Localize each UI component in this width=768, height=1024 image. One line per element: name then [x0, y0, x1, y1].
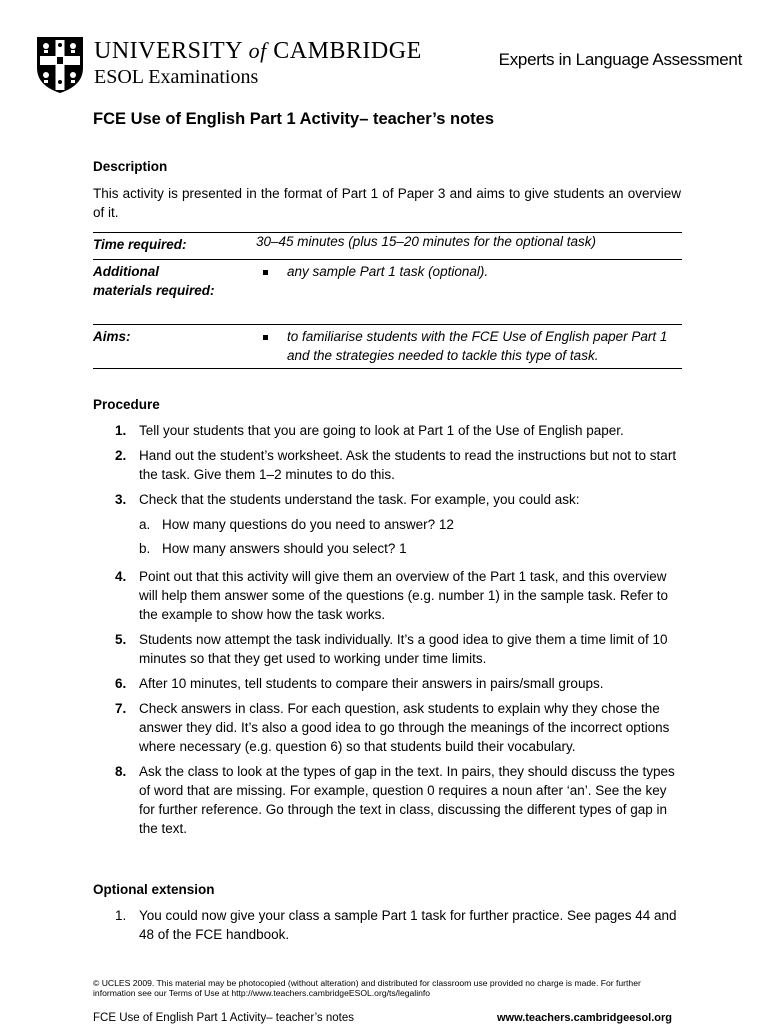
list-item: 6. After 10 minutes, tell students to compare their answers in pairs/small groups. — [115, 676, 604, 691]
procedure-list — [93, 421, 683, 844]
optional-extension-heading: Optional extension — [93, 882, 215, 897]
aims-value: to familiarise students with the FCE Use of English paper Part 1 and the strategies needed to tackle this type of task. — [287, 329, 668, 363]
esol-examinations-label: ESOL Examinations — [94, 66, 259, 88]
optional-list — [93, 906, 683, 944]
time-value: 30–45 minutes (plus 15–20 minutes for the optional task) — [256, 234, 596, 249]
procedure-heading: Procedure — [93, 397, 160, 412]
materials-row — [93, 260, 682, 325]
description-text: This activity is presented in the format of Part 1 of Paper 3 and aims to give students an overview of it. — [93, 186, 681, 220]
list-item: 4. Point out that this activity will give them an overview of the Part 1 task, and this overview will help them answer some of the questions (e.g. number 1) in the sample task. Refer to the example to show how the task works. — [115, 569, 669, 622]
tagline: Experts in Language Assessment — [498, 50, 742, 69]
time-row — [93, 233, 682, 260]
page-title: FCE Use of English Part 1 Activity– teacher’s notes — [93, 110, 495, 128]
bullet-icon — [263, 270, 268, 275]
list-item: b. How many answers should you select? 1 — [139, 541, 407, 556]
sub-question-list — [139, 515, 683, 558]
list-item: 1. Tell your students that you are going to look at Part 1 of the Use of English paper. — [115, 423, 624, 438]
footer-url-link[interactable]: www.teachers.cambridgeesol.org — [496, 1012, 672, 1024]
time-label: Time required: — [93, 237, 187, 252]
list-item: 5. Students now attempt the task individually. It’s a good idea to give them a time limit of 10 minutes so that they get used to working under time limits. — [115, 632, 668, 666]
materials-value: any sample Part 1 task (optional). — [287, 264, 489, 279]
info-table — [93, 232, 682, 369]
list-item: a. How many questions do you need to answer? 12 — [139, 517, 454, 532]
copyright-notice: © UCLES 2009. This material may be photocopied (without alteration) and distributed for classroom use provided no charge is made. For further information see our Terms of Use at http://www.teachers.cambridgeESOL.org/ts/legalinfo — [93, 978, 641, 998]
list-item: 2. Hand out the student’s worksheet. Ask the students to read the instructions but not to start the task. Give them 1–2 minutes to do this. — [115, 448, 677, 482]
university-crest-icon — [36, 36, 84, 94]
footer-title: FCE Use of English Part 1 Activity– teacher’s notes — [93, 1012, 355, 1024]
list-item: 3. Check that the students understand the task. For example, you could ask: a. How many questions do you need to answer? 12 b. How many answers should you select? 1 — [93, 490, 683, 558]
list-item: 8. Ask the class to look at the types of gap in the text. In pairs, they should discuss the types of word that are missing. For example, question 0 requires a noun after ‘an’. See the key for further reference. Go through the text in class, discussing the different types of gap in the text. — [115, 764, 675, 836]
university-name: UNIVERSITY of CAMBRIDGE — [94, 38, 422, 64]
list-item: 1. You could now give your class a sample Part 1 task for further practice. See pages 44 and 48 of the FCE handbook. — [115, 908, 677, 942]
description-heading: Description — [93, 159, 168, 174]
aims-row — [93, 325, 682, 369]
aims-label: Aims: — [93, 329, 131, 344]
materials-label: Additional materials required: — [93, 264, 215, 298]
list-item: 7. Check answers in class. For each question, ask students to explain why they chose the answer they did. It’s also a good idea to go through the meanings of the incorrect options where necessary (e.g. question 6) so that students build their vocabulary. — [115, 701, 670, 754]
bullet-icon — [263, 335, 268, 340]
page-header — [36, 36, 746, 98]
